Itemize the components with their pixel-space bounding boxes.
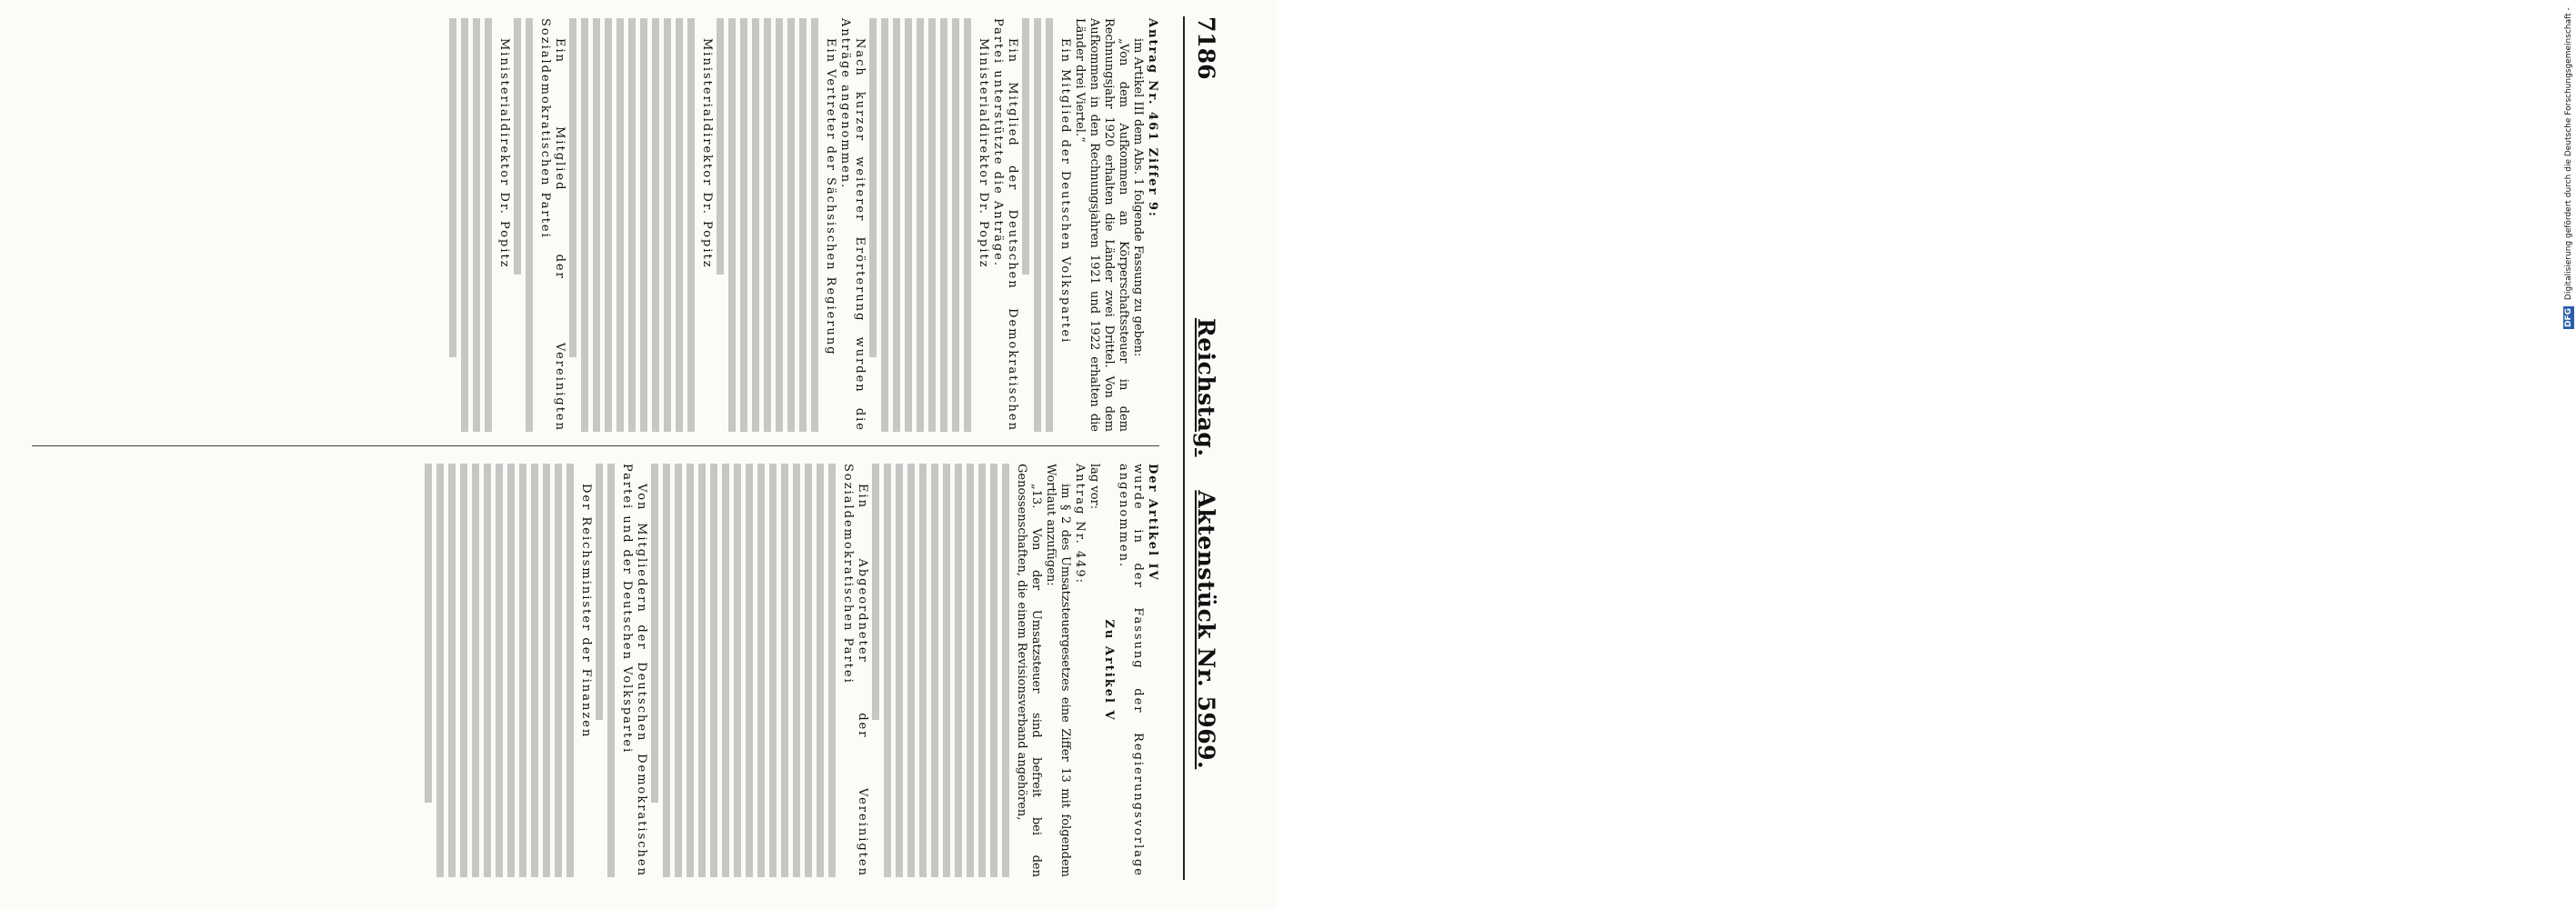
digitization-credit: [1277, 0, 2573, 909]
unreadable-text: [872, 464, 1009, 877]
right-column: [14, 464, 1159, 877]
page-title: [1193, 318, 1219, 769]
unreadable-text: [1022, 18, 1053, 432]
unreadable-text: [425, 464, 574, 877]
paragraph-article-3-intro: im Artikel III dem Abs. 1 folgende Fassung zu geben:: [1131, 38, 1145, 357]
paragraph-article-5-heading: Zu Artikel V: [1102, 619, 1116, 722]
unreadable-text: [651, 464, 836, 877]
paragraph-heading-saxon-government: Ein Vertreter der Sächsischen Regierung: [824, 38, 837, 356]
paragraph-motions-adopted: Nach kurzer weiterer Erörterung wurden die Anträge angenommen.: [838, 18, 867, 432]
paragraph-article-4-adopted: wurde in der Fassung der Regierungsvorlage angenommen.: [1117, 464, 1145, 877]
rotated-document-page: [0, 0, 1223, 909]
paragraph-quote-corporate-tax: „Von dem Aufkommen an Körperschaftssteuer in dem Rechnungsjahr 1920 erhalten die Länder zwei Drittel. Von dem Aufkommen in den Rechnungsjahren 1921 und 1922 erhalten die Länder drei Viertel.“: [1073, 18, 1130, 432]
page-title-right: Aktenstück Nr. 5969.: [1193, 490, 1219, 770]
paragraph-heading-finance-minister: Der Reichsminister der Finanzen: [579, 484, 593, 739]
paragraph-heading-uspd: Ein Mitglied der Vereinigten Sozialdemokratischen Partei: [538, 18, 566, 432]
paragraph-heading-ddp-dvp: Von Mitgliedern der Deutschen Demokratischen Partei und der Deutschen Volkspartei: [620, 464, 648, 877]
paragraph-quote-cooperatives: „13. Von der Umsatzsteuer sind befreit bei den Genossenschaften, die einem Revisionsverband angehören,: [1015, 464, 1043, 877]
paragraph-heading-popitz-1: Ministerialdirektor Dr. Popitz: [977, 38, 990, 269]
digitization-note: [2563, 7, 2576, 902]
paragraph-heading-dvp: Ein Mitglied der Deutschen Volkspartei: [1058, 38, 1072, 345]
paragraph-heading-popitz-3: Ministerialdirektor Dr. Popitz: [497, 38, 511, 269]
paragraph-heading-uspd-deputy: Ein Abgeordneter der Vereinigten Sozialdemokratischen Partei: [841, 464, 869, 877]
unreadable-text: [514, 18, 533, 432]
page-title-left: Reichstag.: [1193, 318, 1219, 457]
unreadable-text: [569, 18, 695, 432]
paragraph-article-4: Der Artikel IV: [1146, 464, 1159, 582]
column-divider: [32, 445, 1159, 446]
unreadable-text: [869, 18, 971, 432]
paragraph-ddp-support: Ein Mitglied der Deutschen Demokratischen Partei unterstützte die Anträge.: [991, 18, 1019, 432]
page-header: [1159, 0, 1223, 909]
paragraph-heading-popitz-2: Ministerialdirektor Dr. Popitz: [700, 38, 714, 269]
dfg-logo: DFG: [2564, 307, 2573, 327]
unreadable-text: [717, 18, 818, 432]
unreadable-text: [449, 18, 492, 432]
paragraph-turnover-tax-intro: im § 2 des Umsatzsteuergesetzes eine Ziffer 13 mit folgendem Wortlaut anzufügen:: [1044, 464, 1072, 877]
paragraph-proposal-461: Antrag Nr. 461 Ziffer 9:: [1146, 18, 1159, 218]
header-rule: [1183, 16, 1185, 880]
paragraph-proposal-449: Antrag Nr. 449:: [1073, 464, 1087, 585]
paragraph-lag-vor: lag vor:: [1088, 464, 1101, 510]
left-column: [14, 18, 1159, 432]
digitization-note-text: Digitalisierung gefördert durch die Deutsche Forschungsgemeinschaft -: [2564, 7, 2573, 300]
unreadable-text: [596, 464, 615, 877]
page-number: 7186: [1193, 16, 1219, 80]
